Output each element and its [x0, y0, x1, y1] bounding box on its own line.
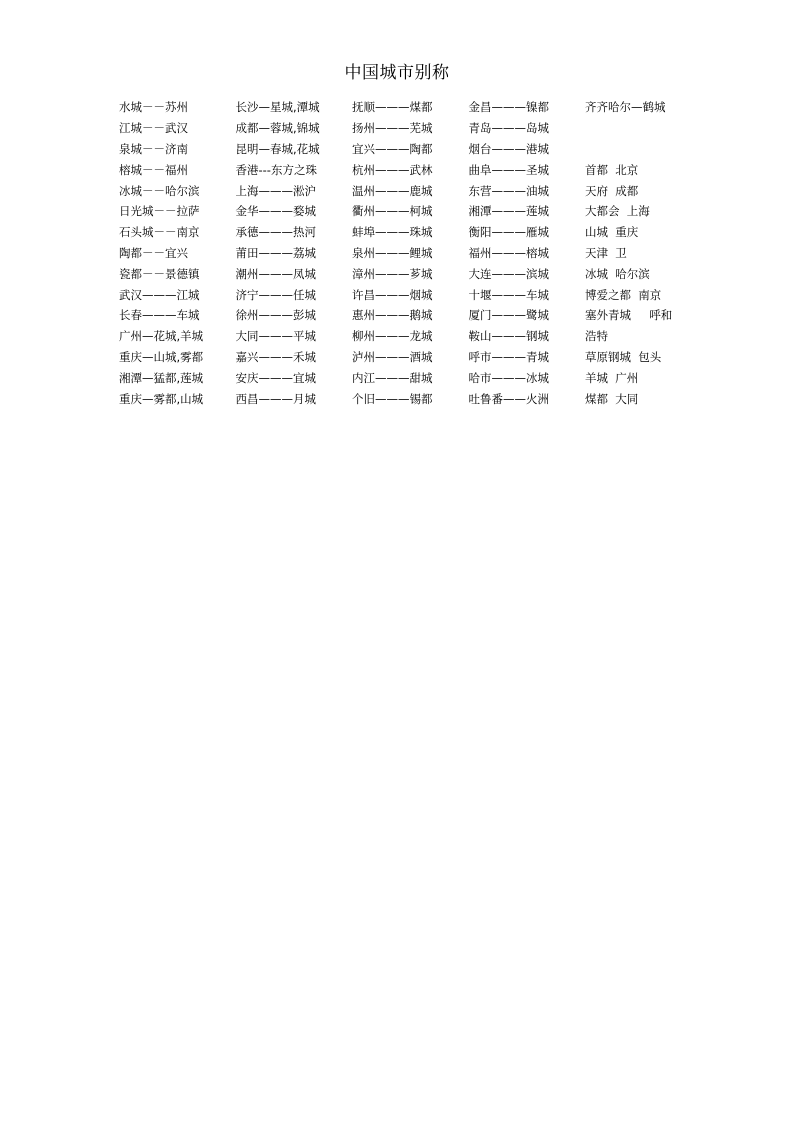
table-cell: 香港---东方之珠 — [235, 162, 317, 177]
table-cell: 泸州———酒城 — [352, 349, 433, 364]
table-cell: 湘潭—猛都,莲城 — [119, 370, 204, 385]
table-cell: 昆明—春城,花城 — [235, 141, 320, 156]
table-cell: 鞍山———钢城 — [468, 329, 549, 344]
table-row — [119, 388, 719, 409]
table-cell: 陶都－－宜兴 — [119, 245, 188, 260]
table-cell: 广州—花城,羊城 — [119, 329, 204, 344]
table-cell: 榕城－－福州 — [119, 162, 188, 177]
table-cell: 大连———滨城 — [468, 266, 549, 281]
table-row — [119, 118, 719, 139]
table-row — [119, 284, 719, 305]
table-cell: 草原钢城 包头 — [585, 349, 662, 364]
table-cell: 厦门———鹭城 — [468, 308, 549, 323]
table-cell: 首都 北京 — [585, 162, 639, 177]
table-cell: 上海———淞沪 — [235, 183, 316, 198]
table-cell: 个旧———锡都 — [352, 391, 433, 406]
table-cell: 泉城－－济南 — [119, 141, 188, 156]
table-cell: 泉州———鲤城 — [352, 245, 433, 260]
table-cell: 济宁———任城 — [235, 287, 316, 302]
table-cell: 抚顺———煤都 — [352, 100, 433, 115]
table-cell: 曲阜———圣城 — [468, 162, 549, 177]
table-cell: 冰城－－哈尔滨 — [119, 183, 200, 198]
table-cell: 重庆—雾都,山城 — [119, 391, 204, 406]
table-cell: 成都—蓉城,锦城 — [235, 121, 320, 136]
table-cell: 大同———平城 — [235, 329, 316, 344]
table-row — [119, 201, 719, 222]
table-cell: 许昌———烟城 — [352, 287, 433, 302]
table-cell: 内江———甜城 — [352, 370, 433, 385]
table-row — [119, 180, 719, 201]
table-cell: 柳州———龙城 — [352, 329, 433, 344]
table-cell: 湘潭———莲城 — [468, 204, 549, 219]
table-cell: 山城 重庆 — [585, 225, 639, 240]
table-row — [119, 97, 719, 118]
table-cell: 大都会 上海 — [585, 204, 650, 219]
table-cell: 杭州———武林 — [352, 162, 433, 177]
table-cell: 安庆———宜城 — [235, 370, 316, 385]
table-cell: 莆田———荔城 — [235, 245, 316, 260]
table-cell: 呼市———青城 — [468, 349, 549, 364]
table-cell: 江城－－武汉 — [119, 121, 188, 136]
table-row — [119, 326, 719, 347]
table-cell: 齐齐哈尔—鹤城 — [585, 100, 666, 115]
table-cell: 烟台———港城 — [468, 141, 549, 156]
table-cell: 惠州———鹅城 — [352, 308, 433, 323]
table-cell: 塞外青城 呼和 — [585, 308, 673, 323]
table-cell: 博爱之都 南京 — [585, 287, 662, 302]
table-cell: 长春———车城 — [119, 308, 200, 323]
table-cell: 潮州———凤城 — [235, 266, 316, 281]
table-row — [119, 159, 719, 180]
table-cell: 冰城 哈尔滨 — [585, 266, 650, 281]
table-row — [119, 347, 719, 368]
table-cell: 宜兴———陶都 — [352, 141, 433, 156]
table-cell: 西昌———月城 — [235, 391, 316, 406]
table-cell: 瓷都－－景德镇 — [119, 266, 200, 281]
table-cell: 武汉———江城 — [119, 287, 200, 302]
table-cell: 金华———婺城 — [235, 204, 316, 219]
table-cell: 羊城 广州 — [585, 370, 639, 385]
table-cell: 青岛———岛城 — [468, 121, 549, 136]
table-cell: 扬州———芜城 — [352, 121, 433, 136]
table-cell: 水城－－苏州 — [119, 100, 188, 115]
table-row — [119, 243, 719, 264]
table-cell: 重庆—山城,雾都 — [119, 349, 204, 364]
page-title: 中国城市别称 — [344, 63, 450, 83]
table-cell: 十堰———车城 — [468, 287, 549, 302]
table-cell: 福州———榕城 — [468, 245, 549, 260]
table-cell: 煤都 大同 — [585, 391, 639, 406]
table-cell: 金昌———镍都 — [468, 100, 549, 115]
table-cell: 哈市———冰城 — [468, 370, 549, 385]
table-row — [119, 139, 719, 160]
table-cell: 衢州———柯城 — [352, 204, 433, 219]
table-row — [119, 222, 719, 243]
table-cell: 吐鲁番——火洲 — [468, 391, 549, 406]
city-nickname-table — [119, 97, 719, 409]
table-cell: 衡阳———雁城 — [468, 225, 549, 240]
table-cell: 温州———鹿城 — [352, 183, 433, 198]
table-row — [119, 367, 719, 388]
table-cell: 嘉兴———禾城 — [235, 349, 316, 364]
table-cell: 漳州———芗城 — [352, 266, 433, 281]
table-cell: 承德———热河 — [235, 225, 316, 240]
table-cell: 天府 成都 — [585, 183, 639, 198]
table-cell: 天津 卫 — [585, 245, 627, 260]
table-cell: 东营———油城 — [468, 183, 549, 198]
table-cell: 蚌埠———珠城 — [352, 225, 433, 240]
table-row — [119, 305, 719, 326]
table-cell: 日光城－－拉萨 — [119, 204, 200, 219]
table-row — [119, 263, 719, 284]
table-cell: 长沙—星城,潭城 — [235, 100, 320, 115]
table-cell: 石头城－－南京 — [119, 225, 200, 240]
table-cell: 徐州———彭城 — [235, 308, 316, 323]
table-cell: 浩特 — [585, 329, 608, 344]
